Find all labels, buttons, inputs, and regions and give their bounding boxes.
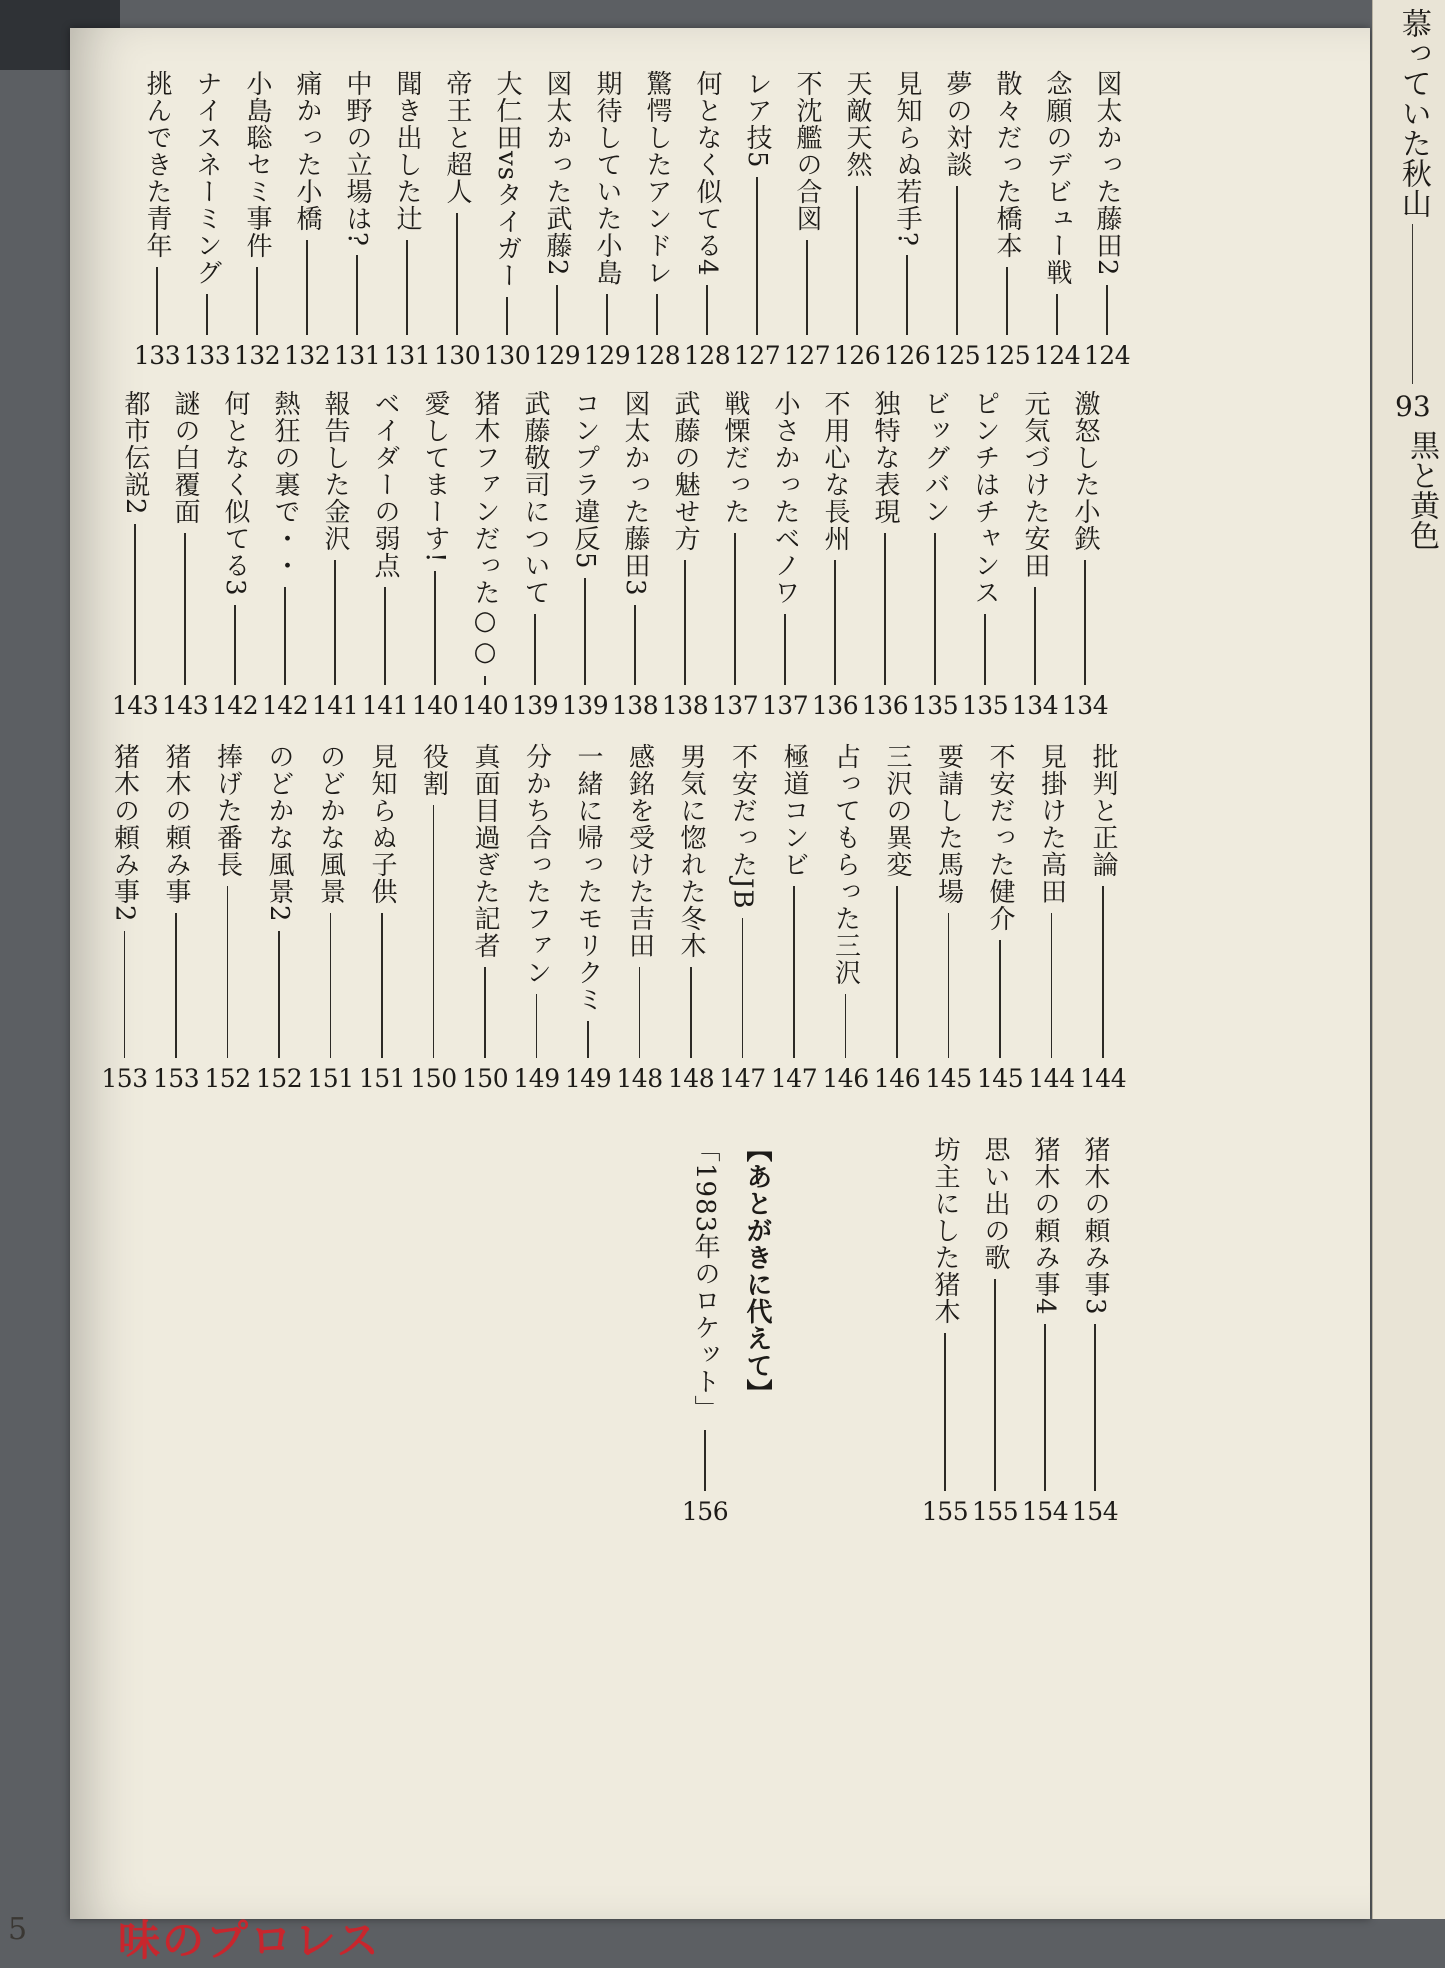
afterword-title-entry: [680, 1136, 730, 1526]
toc-entry-page-number: 145: [976, 1064, 1024, 1093]
leader-line: [944, 1333, 946, 1491]
toc-entry: [512, 743, 562, 1093]
toc-entry-page-number: 149: [564, 1064, 612, 1093]
facing-entry-title: 慕っていた秋山: [1395, 8, 1431, 218]
toc-entry-page-number: 135: [911, 691, 959, 720]
toc-entry-title: 謎の白覆面: [170, 390, 200, 525]
toc-entry-title: 猪木ファンだった○○: [470, 390, 500, 668]
toc-entry: [769, 743, 819, 1093]
toc-entry: [1020, 1136, 1070, 1526]
toc-entry: [210, 390, 260, 720]
leader-line: [587, 1021, 589, 1058]
toc-entry: [760, 390, 810, 720]
toc-entry-page-number: 141: [361, 691, 409, 720]
toc-entry-title: 痛かった小橋: [292, 70, 322, 232]
toc-entry-title: 何となく似てる4: [692, 70, 722, 277]
toc-entry: [510, 390, 560, 720]
leader-line: [506, 297, 508, 335]
toc-entry-title: 激怒した小鉄: [1070, 390, 1100, 552]
toc-entry-title: 不用心な長州: [820, 390, 850, 552]
toc-entry-page-number: 155: [971, 1497, 1019, 1526]
toc-entry: [1060, 390, 1110, 720]
toc-block-2: [110, 390, 1110, 720]
toc-entry-title: 聞き出した辻: [392, 70, 422, 232]
leader-line: [256, 267, 258, 335]
leader-line: [1056, 294, 1058, 335]
leader-line: [124, 931, 126, 1058]
leader-line: [184, 533, 186, 685]
toc-entry: [1010, 390, 1060, 720]
toc-entry: [782, 70, 832, 370]
toc-entry-page-number: 139: [511, 691, 559, 720]
toc-page: [8, 28, 1370, 1965]
toc-entry-page-number: 152: [204, 1064, 251, 1093]
toc-entry-page-number: 152: [255, 1064, 303, 1093]
leader-line: [999, 940, 1001, 1058]
toc-entry-page-number: 151: [307, 1064, 354, 1093]
toc-entry: [910, 390, 960, 720]
toc-entry-title: のどかな風景: [315, 743, 346, 905]
toc-entry-title: 見知らぬ子供: [367, 743, 397, 905]
toc-entry: [432, 70, 482, 370]
afterword-page-number: 156: [681, 1497, 729, 1526]
toc-entry-page-number: 142: [261, 691, 309, 720]
toc-block-4: [864, 1136, 1120, 1526]
toc-entry-page-number: 130: [483, 341, 531, 370]
toc-entry: [710, 390, 760, 720]
toc-entry-title: 図太かった藤田2: [1092, 70, 1122, 277]
toc-entry-title: 捧げた番長: [212, 743, 243, 878]
toc-entry: [810, 390, 860, 720]
toc-entry-title: 挑んできた青年: [142, 70, 172, 259]
toc-entry-page-number: 147: [719, 1064, 766, 1093]
toc-entry: [982, 70, 1032, 370]
leader-line: [384, 587, 386, 685]
leader-line: [330, 913, 332, 1058]
toc-entry: [960, 390, 1010, 720]
toc-entry: [860, 390, 910, 720]
toc-entry: [975, 743, 1025, 1093]
leader-line: [606, 294, 608, 335]
toc-entry-page-number: 136: [861, 691, 909, 720]
toc-entry-page-number: 155: [921, 1497, 969, 1526]
leader-line: [284, 587, 286, 685]
toc-entry-title: コンプラ違反5: [570, 390, 600, 570]
leader-line: [434, 571, 436, 685]
toc-entry: [660, 390, 710, 720]
leader-line: [556, 285, 558, 335]
toc-entry-page-number: 150: [461, 1064, 509, 1093]
toc-entry-page-number: 149: [513, 1064, 560, 1093]
toc-entry: [357, 743, 407, 1093]
leader-line: [456, 213, 458, 335]
facing-toc-entry: [1395, 8, 1431, 424]
toc-entry: [132, 70, 182, 370]
leader-line: [1094, 1324, 1096, 1491]
leader-line: [704, 1430, 706, 1491]
toc-entry-page-number: 131: [333, 341, 381, 370]
toc-entry: [532, 70, 582, 370]
toc-entry-page-number: 136: [811, 691, 859, 720]
leader-line: [433, 805, 435, 1058]
toc-entry-title: ビッグバン: [920, 390, 950, 525]
toc-entry: [409, 743, 459, 1093]
leader-line: [656, 294, 658, 335]
leader-line: [278, 931, 280, 1058]
toc-entry-title: 猪木の頼み事4: [1030, 1136, 1060, 1316]
toc-entry: [718, 743, 768, 1093]
toc-entry-title: 役割: [418, 743, 449, 797]
toc-entry: [110, 390, 160, 720]
toc-entry-title: ベイダーの弱点: [370, 390, 400, 579]
toc-entry-page-number: 154: [1071, 1497, 1119, 1526]
toc-entry: [615, 743, 665, 1093]
leader-line: [1106, 285, 1108, 335]
toc-entry-title: 小さかったベノワ: [770, 390, 800, 606]
toc-entry: [260, 390, 310, 720]
footer-page-number: 5: [8, 1912, 28, 1947]
toc-entry-page-number: 138: [611, 691, 659, 720]
toc-entry: [610, 390, 660, 720]
toc-entry: [203, 743, 253, 1093]
leader-line: [956, 186, 958, 335]
leader-line: [834, 560, 836, 685]
toc-entry-title: 愛してまーす!: [420, 390, 450, 564]
toc-entry-title: 極道コンビ: [779, 743, 809, 878]
toc-entry-title: 見掛けた高田: [1036, 743, 1067, 905]
toc-entry-page-number: 140: [411, 691, 459, 720]
toc-entry: [632, 70, 682, 370]
leader-line: [684, 560, 686, 685]
toc-entry: [100, 743, 150, 1093]
leader-line: [334, 560, 336, 685]
toc-entry-title: ピンチはチャンス: [970, 390, 1000, 606]
toc-entry-title: 思い出の歌: [980, 1136, 1010, 1271]
toc-entry: [410, 390, 460, 720]
toc-entry-page-number: 146: [822, 1064, 869, 1093]
toc-entry: [254, 743, 304, 1093]
toc-entry-title: 戦慄だった: [720, 390, 750, 525]
toc-entry-page-number: 148: [667, 1064, 715, 1093]
toc-entry-title: 坊主にした猪木: [930, 1136, 960, 1325]
afterword-heading: [732, 1136, 782, 1526]
toc-entry-title: 感銘を受けた吉田: [624, 743, 655, 959]
toc-entry-page-number: 129: [533, 341, 581, 370]
toc-entry-title: 見知らぬ若手?: [892, 70, 922, 247]
toc-entry: [920, 1136, 970, 1526]
toc-entry-title: 分かち合ったファン: [521, 743, 552, 986]
toc-entry-page-number: 133: [183, 341, 231, 370]
toc-entry-title: 図太かった武藤2: [542, 70, 572, 277]
toc-entry: [582, 70, 632, 370]
toc-entry-page-number: 137: [711, 691, 759, 720]
toc-entry: [282, 70, 332, 370]
facing-page-edge: [1372, 0, 1445, 1919]
toc-entry-page-number: 124: [1033, 341, 1081, 370]
toc-entry-page-number: 145: [925, 1064, 972, 1093]
toc-entry: [332, 70, 382, 370]
leader-line: [484, 967, 486, 1058]
leader-line: [1084, 560, 1086, 685]
toc-entry: [682, 70, 732, 370]
leader-line: [634, 605, 636, 685]
toc-entry: [560, 390, 610, 720]
toc-entry-title: 念願のデビュー戦: [1042, 70, 1072, 286]
facing-partial-heading: 黒と黄色: [1404, 430, 1439, 550]
toc-entry-title: 熱狂の裏で・・: [270, 390, 300, 579]
toc-entry-page-number: 153: [101, 1064, 148, 1093]
toc-entry-page-number: 131: [383, 341, 431, 370]
toc-entry: [666, 743, 716, 1093]
toc-entry-page-number: 142: [211, 691, 259, 720]
toc-entry: [932, 70, 982, 370]
toc-entry-page-number: 150: [410, 1064, 457, 1093]
leader-line: [784, 614, 786, 685]
toc-entry-page-number: 128: [633, 341, 681, 370]
toc-entry-page-number: 138: [661, 691, 709, 720]
leader-line: [306, 240, 308, 335]
leader-line: [406, 240, 408, 335]
toc-entry-title: 占ってもらった三沢: [830, 743, 861, 986]
toc-entry-page-number: 126: [833, 341, 881, 370]
leader-line: [356, 255, 358, 335]
toc-entry: [460, 390, 510, 720]
toc-entry-title: のどかな風景2: [264, 743, 294, 923]
leader-line: [994, 1279, 996, 1491]
leader-line: [984, 614, 986, 685]
toc-entry-page-number: 134: [1061, 691, 1109, 720]
toc-entry-title: 批判と正論: [1088, 743, 1118, 878]
toc-entry-page-number: 134: [1011, 691, 1059, 720]
toc-entry-title: 武藤敬司について: [520, 390, 550, 606]
leader-line: [856, 186, 858, 335]
toc-entry-title: 大仁田vsタイガー: [492, 70, 522, 290]
toc-entry: [360, 390, 410, 720]
toc-entry-page-number: 144: [1028, 1064, 1075, 1093]
toc-entry-title: 元気づけた安田: [1020, 390, 1050, 579]
toc-entry: [1070, 1136, 1120, 1526]
toc-entry: [232, 70, 282, 370]
toc-entry-page-number: 128: [683, 341, 731, 370]
toc-entry: [460, 743, 510, 1093]
toc-entry-page-number: 153: [152, 1064, 200, 1093]
afterword-title-text: 「1983年のロケット」: [690, 1136, 720, 1423]
toc-entry: [160, 390, 210, 720]
toc-entry: [182, 70, 232, 370]
toc-entry-page-number: 133: [133, 341, 181, 370]
leader-line: [742, 918, 744, 1058]
toc-entry-title: 夢の対談: [942, 70, 972, 178]
toc-block-3: [88, 743, 1128, 1093]
facing-entry-page: 93: [1395, 390, 1431, 423]
toc-entry-title: 図太かった藤田3: [620, 390, 650, 597]
toc-entry-title: 中野の立場は?: [342, 70, 372, 247]
toc-entry-title: 猪木の頼み事2: [109, 743, 140, 923]
leader-line: [706, 285, 708, 335]
leader-line: [1051, 913, 1053, 1058]
toc-entry: [872, 743, 922, 1093]
toc-entry-title: 一緒に帰ったモリクミ: [573, 743, 603, 1013]
leader-line: [1044, 1324, 1046, 1491]
toc-entry-page-number: 143: [111, 691, 159, 720]
toc-entry-page-number: 126: [883, 341, 931, 370]
toc-entry-title: 不安だった健介: [985, 743, 1015, 932]
toc-entry: [1032, 70, 1082, 370]
toc-entry-page-number: 124: [1083, 341, 1131, 370]
leader-line: [934, 533, 936, 685]
toc-entry-title: 武藤の魅せ方: [670, 390, 700, 552]
leader-line: [734, 533, 736, 685]
toc-entry-page-number: 146: [873, 1064, 921, 1093]
leader-line: [793, 886, 795, 1058]
toc-entry: [1027, 743, 1077, 1093]
toc-entry-title: 期待していた小島: [592, 70, 622, 286]
toc-entry: [563, 743, 613, 1093]
toc-entry: [382, 70, 432, 370]
toc-entry: [970, 1136, 1020, 1526]
toc-entry: [482, 70, 532, 370]
toc-entry-page-number: 125: [933, 341, 981, 370]
toc-entry-title: 真面目過ぎた記者: [470, 743, 500, 959]
leader-line: [690, 967, 692, 1058]
toc-entry-page-number: 148: [616, 1064, 663, 1093]
toc-entry-page-number: 140: [461, 691, 509, 720]
toc-entry: [151, 743, 201, 1093]
toc-entry-title: 帝王と超人: [442, 70, 472, 205]
toc-entry-page-number: 130: [433, 341, 481, 370]
leader-line: [845, 994, 847, 1058]
toc-entry-page-number: 129: [583, 341, 631, 370]
toc-entry-title: 男気に惚れた冬木: [676, 743, 706, 959]
toc-entry-page-number: 127: [733, 341, 781, 370]
leader-line: [1412, 224, 1413, 384]
toc-entry: [832, 70, 882, 370]
toc-entry-title: 何となく似てる3: [220, 390, 250, 597]
leader-line: [639, 967, 641, 1058]
afterword-entry: [670, 1136, 790, 1526]
toc-entry: [924, 743, 974, 1093]
toc-entry-title: 猪木の頼み事: [161, 743, 191, 905]
toc-entry-title: 不安だったJB: [727, 743, 758, 910]
toc-entry: [882, 70, 932, 370]
toc-entry-title: 猪木の頼み事3: [1080, 1136, 1110, 1316]
toc-entry: [1078, 743, 1128, 1093]
toc-entry-page-number: 147: [770, 1064, 818, 1093]
toc-entry-title: レア技5: [742, 70, 772, 169]
toc-entry-page-number: 127: [783, 341, 831, 370]
leader-line: [175, 913, 177, 1058]
leader-line: [484, 676, 486, 685]
toc-entry-page-number: 143: [161, 691, 209, 720]
leader-line: [381, 913, 383, 1058]
leader-line: [227, 886, 229, 1058]
toc-entry: [310, 390, 360, 720]
toc-entry-page-number: 132: [283, 341, 331, 370]
toc-entry: [732, 70, 782, 370]
toc-entry-page-number: 141: [311, 691, 359, 720]
leader-line: [1102, 886, 1104, 1058]
series-logo: 味のプロレス: [118, 1916, 381, 1965]
toc-entry-page-number: 154: [1021, 1497, 1069, 1526]
toc-entry-title: 報告した金沢: [320, 390, 350, 552]
leader-line: [1006, 267, 1008, 335]
leader-line: [234, 605, 236, 685]
leader-line: [536, 994, 538, 1058]
leader-line: [884, 533, 886, 685]
toc-entry-title: 三沢の異変: [882, 743, 912, 878]
leader-line: [156, 267, 158, 335]
toc-entry-title: ナイスネーミング: [192, 70, 222, 286]
leader-line: [134, 524, 136, 685]
leader-line: [756, 177, 758, 335]
toc-entry: [1082, 70, 1132, 370]
toc-entry-title: 不沈艦の合図: [792, 70, 822, 232]
leader-line: [806, 240, 808, 335]
toc-entry-title: 都市伝説2: [120, 390, 150, 516]
leader-line: [896, 886, 898, 1058]
toc-entry-title: 要請した馬場: [933, 743, 964, 905]
leader-line: [906, 255, 908, 335]
toc-entry-title: 小島聡セミ事件: [242, 70, 272, 259]
toc-entry-page-number: 132: [233, 341, 281, 370]
leader-line: [1034, 587, 1036, 685]
toc-entry: [306, 743, 356, 1093]
toc-entry-title: 散々だった橋本: [992, 70, 1022, 259]
leader-line: [206, 294, 208, 335]
toc-entry-page-number: 137: [761, 691, 809, 720]
toc-entry-page-number: 125: [983, 341, 1031, 370]
toc-entry-title: 天敵天然: [842, 70, 872, 178]
afterword-heading-text: 【あとがきに代えて】: [742, 1136, 772, 1406]
toc-entry-page-number: 151: [358, 1064, 406, 1093]
toc-entry-page-number: 139: [561, 691, 609, 720]
toc-entry: [821, 743, 871, 1093]
toc-entry-title: 独特な表現: [870, 390, 900, 525]
page-footer: [8, 1908, 1370, 1965]
toc-entry-title: 驚愕したアンドレ: [642, 70, 672, 286]
leader-line: [534, 614, 536, 685]
toc-block-1: [132, 70, 1132, 370]
toc-entry-page-number: 144: [1079, 1064, 1127, 1093]
toc-entry-page-number: 135: [961, 691, 1009, 720]
leader-line: [948, 913, 950, 1058]
leader-line: [584, 578, 586, 685]
